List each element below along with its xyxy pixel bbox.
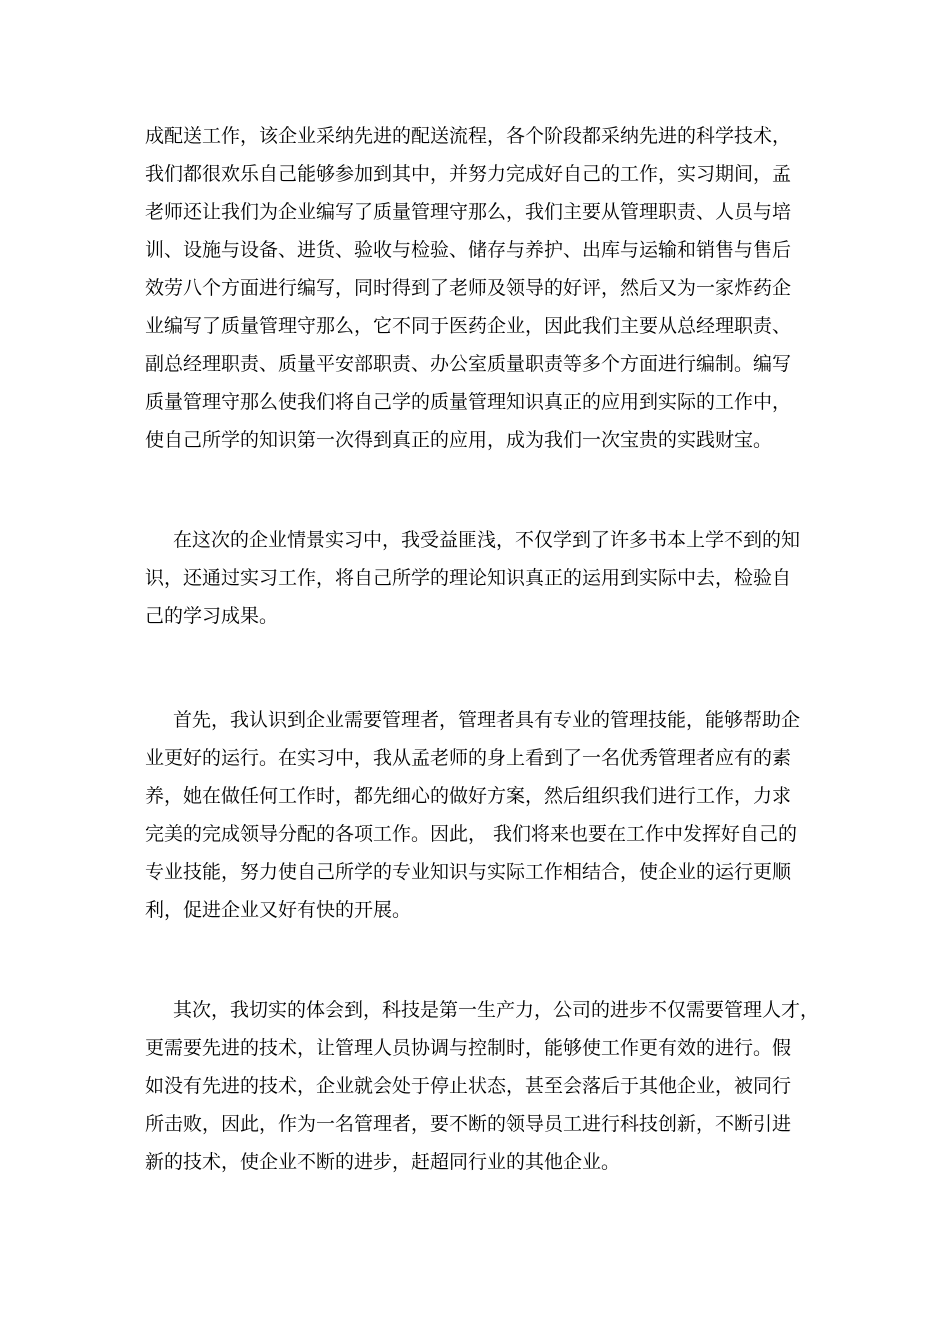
paragraph-3-line-1: 首先，我认识到企业需要管理者，管理者具有专业的管理技能，能够帮助企	[173, 709, 801, 731]
paragraph-1-line-2: 我们都很欢乐自己能够参加到其中，并努力完成好自己的工作，实习期间，孟	[145, 163, 792, 185]
paragraph-1-line-6: 业编写了质量管理守那么，它不同于医药企业，因此我们主要从总经理职责、	[145, 315, 792, 337]
paragraph-4-line-1: 其次，我切实的体会到，科技是第一生产力，公司的进步不仅需要管理人才，	[173, 999, 820, 1021]
paragraph-4-line-2: 更需要先进的技术，让管理人员协调与控制时，能够使工作更有效的进行。假	[145, 1037, 792, 1059]
paragraph-2-line-3: 己的学习成果。	[145, 605, 279, 627]
paragraph-3-line-6: 利，促进企业又好有快的开展。	[145, 899, 412, 921]
paragraph-3-line-3: 养，她在做任何工作时，都先细心的做好方案，然后组织我们进行工作，力求	[145, 785, 792, 807]
paragraph-3-line-5: 专业技能，努力使自己所学的专业知识与实际工作相结合，使企业的运行更顺	[145, 861, 792, 883]
paragraph-4-line-3: 如没有先进的技术，企业就会处于停止状态，甚至会落后于其他企业，被同行	[145, 1075, 792, 1097]
paragraph-1-line-1: 成配送工作，该企业采纳先进的配送流程，各个阶段都采纳先进的科学技术，	[145, 125, 792, 147]
paragraph-1-line-9: 使自己所学的知识第一次得到真正的应用，成为我们一次宝贵的实践财宝。	[145, 429, 773, 451]
paragraph-4-line-4: 所击败，因此，作为一名管理者，要不断的领导员工进行科技创新，不断引进	[145, 1113, 792, 1135]
paragraph-4-line-5: 新的技术，使企业不断的进步，赶超同行业的其他企业。	[145, 1151, 621, 1173]
paragraph-1-line-5: 效劳八个方面进行编写，同时得到了老师及领导的好评，然后又为一家炸药企	[145, 277, 792, 299]
paragraph-1-line-3: 老师还让我们为企业编写了质量管理守那么，我们主要从管理职责、人员与培	[145, 201, 792, 223]
paragraph-1-line-8: 质量管理守那么使我们将自己学的质量管理知识真正的应用到实际的工作中，	[145, 391, 792, 413]
paragraph-3-line-2: 业更好的运行。在实习中，我从孟老师的身上看到了一名优秀管理者应有的素	[145, 747, 792, 769]
paragraph-2-line-2: 识，还通过实习工作，将自己所学的理论知识真正的运用到实际中去，检验自	[145, 567, 792, 589]
paragraph-2-line-1: 在这次的企业情景实习中，我受益匪浅，不仅学到了许多书本上学不到的知	[173, 529, 801, 551]
paragraph-3-line-4: 完美的完成领导分配的各项工作。因此， 我们将来也要在工作中发挥好自己的	[145, 823, 798, 845]
paragraph-1-line-7: 副总经理职责、质量平安部职责、办公室质量职责等多个方面进行编制。编写	[145, 353, 792, 375]
paragraph-1-line-4: 训、设施与设备、进货、验收与检验、储存与养护、出库与运输和销售与售后	[145, 239, 792, 261]
